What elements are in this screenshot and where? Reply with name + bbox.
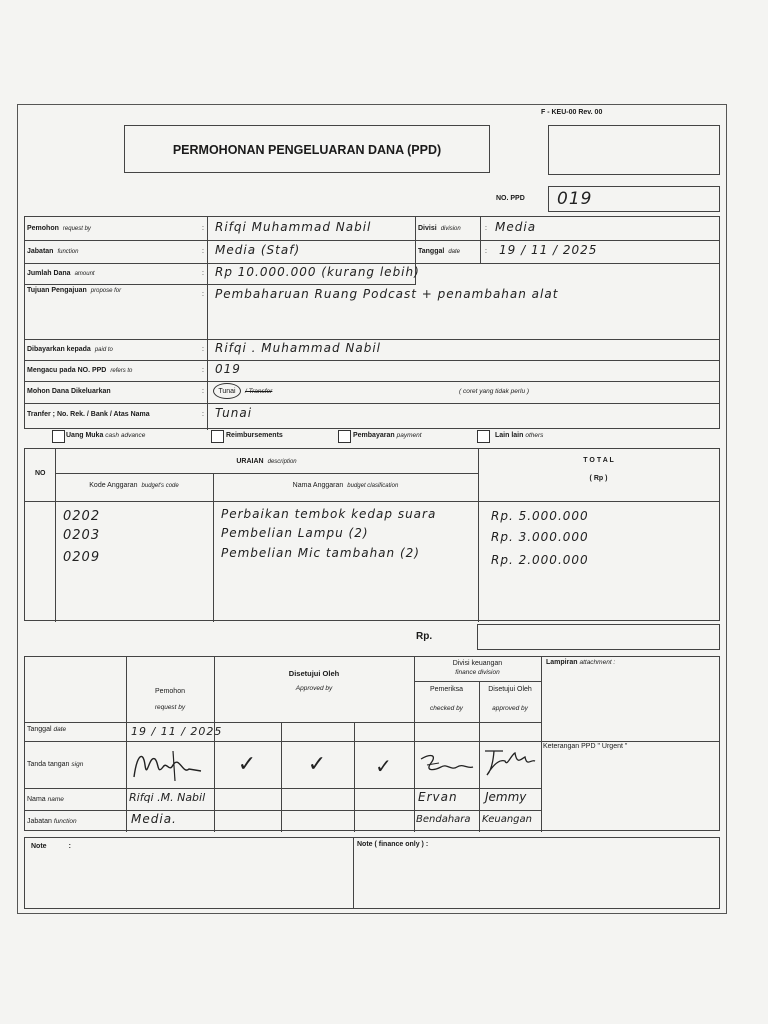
form-title: PERMOHONAN PENGELUARAN DANA (PPD) [172, 143, 442, 157]
lain-lain-checkbox[interactable] [477, 430, 490, 443]
row-3-total: Rp. 2.000.000 [491, 553, 589, 567]
row-1-kode: 0202 [63, 509, 101, 524]
finance-note-label: Note ( finance only ) : [357, 841, 429, 848]
lain-lain-label: Lain lain others [495, 432, 544, 439]
pemohon-nama: Rifqi .M. Nabil [129, 791, 206, 804]
row-2-kode: 0203 [63, 528, 101, 543]
approver-signature [481, 745, 539, 781]
check-3: ✓ [375, 754, 393, 778]
pembayaran-checkbox[interactable] [338, 430, 351, 443]
no-ppd-value: 019 [557, 189, 593, 209]
stamp-box [548, 125, 720, 175]
pemeriksa-signature [417, 749, 477, 781]
approval-tanggal-label: Tanggal date [27, 726, 67, 733]
uraian-header: URAIAN description [236, 458, 297, 465]
total-unit: ( Rp ) [589, 475, 608, 482]
tanda-label: Tanda tangan sign [27, 761, 84, 768]
row-2-total: Rp. 3.000.000 [491, 530, 589, 544]
disetujui-label: Disetujui Oleh [288, 669, 340, 678]
approval-table [24, 656, 720, 831]
dibayarkan-value: Rifqi . Muhammad Nabil [215, 341, 381, 355]
nama-label: Nama name [27, 796, 64, 803]
mohon-label: Mohon Dana Dikeluarkan [27, 388, 111, 395]
lampiran-label: Lampiran attachment : [546, 659, 616, 666]
no-ppd-box [548, 186, 720, 212]
pemohon-value: Rifqi Muhammad Nabil [215, 220, 372, 234]
jabatan-value: Media (Staf) [215, 243, 301, 257]
check-1: ✓ [237, 752, 258, 777]
nama-header: Nama Anggaran budget clasification [292, 482, 399, 489]
row-3-nama: Pembelian Mic tambahan (2) [221, 546, 420, 560]
total-header: T O T A L [583, 457, 614, 464]
uang-muka-label: Uang Muka cash advance [66, 432, 146, 439]
check-2: ✓ [307, 752, 328, 777]
tanggal-value: 19 / 11 / 2025 [499, 243, 598, 257]
pemeriksa-jabatan: Bendahara [416, 814, 471, 825]
jumlah-value: Rp 10.000.000 (kurang lebih) [215, 265, 420, 279]
rp-label: Rp. [416, 631, 433, 642]
divisi-keuangan-en: finance division [455, 669, 500, 676]
pemeriksa-nama: Ervan [418, 790, 458, 804]
row-1-total: Rp. 5.000.000 [491, 509, 589, 523]
pemeriksa-en: checked by [430, 705, 463, 712]
tranfer-value: Tunai [215, 406, 253, 420]
tranfer-label: Tranfer ; No. Rek. / Bank / Atas Nama [27, 411, 150, 418]
tunai-option[interactable]: Tunai [213, 383, 241, 399]
tanggal-label: Tanggal date [418, 248, 461, 255]
form-code: F - KEU-00 Rev. 00 [541, 109, 603, 116]
no-header: NO [35, 470, 46, 477]
jumlah-label: Jumlah Dana amount [27, 270, 95, 277]
tujuan-label: Tujuan Pengajuan propose for [27, 287, 122, 294]
keterangan-label: Keterangan PPD " Urgent " [543, 743, 628, 750]
rp-total-box[interactable] [477, 624, 720, 650]
transfer-option[interactable]: / Transfer [245, 388, 273, 395]
approval-pemohon-en: request by [154, 704, 186, 711]
mohon-note: ( coret yang tidak perlu ) [459, 388, 530, 395]
pemeriksa-label: Pemeriksa [429, 686, 464, 693]
fields-block: Pemohon request by : Rifqi Muhammad Nabil Divisi division : Media Jabatan function : Media (Staf) Tanggal date : 19 / 11 / 2025 Jumlah Dana amount : Rp 10.000.000 (kurang lebih) Tujuan Pengajuan propose for : Pembaharuan Ruang Podcast + penambahan alat Dibayarkan kepada paid to : Rifqi . Muhammad Nabil Mengacu pada NO. PPD refers to : 019 Mohon Dana Dikeluarkan : Tunai / Transfer ( coret yang tidak perlu ) Tranfer ; No. Rek. / Bank / Atas Nama : Tunai [24, 216, 720, 429]
divisi-value: Media [495, 220, 537, 234]
kode-header: Kode Anggaran budget's code [89, 482, 179, 489]
disetujui-oleh-en: approved by [492, 705, 528, 712]
approval-jabatan-label: Jabatan function [27, 818, 77, 825]
pemohon-label: Pemohon request by [27, 225, 91, 232]
jabatan-label: Jabatan function [27, 248, 79, 255]
budget-table [24, 448, 720, 621]
divisi-label: Divisi division [418, 225, 461, 232]
row-3-kode: 0209 [63, 550, 101, 565]
mengacu-value: 019 [215, 362, 241, 376]
title-box [124, 125, 490, 173]
pembayaran-label: Pembayaran payment [353, 432, 422, 439]
row-1-nama: Perbaikan tembok kedap suara [221, 507, 437, 521]
reimbursements-checkbox[interactable] [211, 430, 224, 443]
notes-box [24, 837, 720, 909]
pemohon-signature [129, 745, 209, 785]
tujuan-value: Pembaharuan Ruang Podcast + penambahan alat [215, 287, 559, 301]
disetujui-en: Approved by [295, 685, 333, 692]
approval-pemohon-label: Pemohon [155, 688, 185, 695]
approval-tanggal-value: 19 / 11 / 2025 [131, 725, 223, 738]
note-label: Note : [31, 843, 71, 850]
approver-jabatan: Keuangan [482, 814, 532, 825]
dibayarkan-label: Dibayarkan kepada paid to [27, 346, 113, 353]
disetujui-oleh-label: Disetujui Oleh [488, 686, 532, 693]
row-2-nama: Pembelian Lampu (2) [221, 526, 369, 540]
pemohon-jabatan: Media. [131, 812, 177, 826]
uang-muka-checkbox[interactable] [52, 430, 65, 443]
ppd-form [17, 104, 727, 914]
approver-nama: Jemmy [485, 790, 527, 804]
divisi-keuangan-label: Divisi keuangan [452, 660, 503, 667]
mengacu-label: Mengacu pada NO. PPD refers to [27, 367, 133, 374]
reimbursements-label: Reimbursements [226, 432, 283, 439]
no-ppd-label: NO. PPD [496, 195, 525, 202]
